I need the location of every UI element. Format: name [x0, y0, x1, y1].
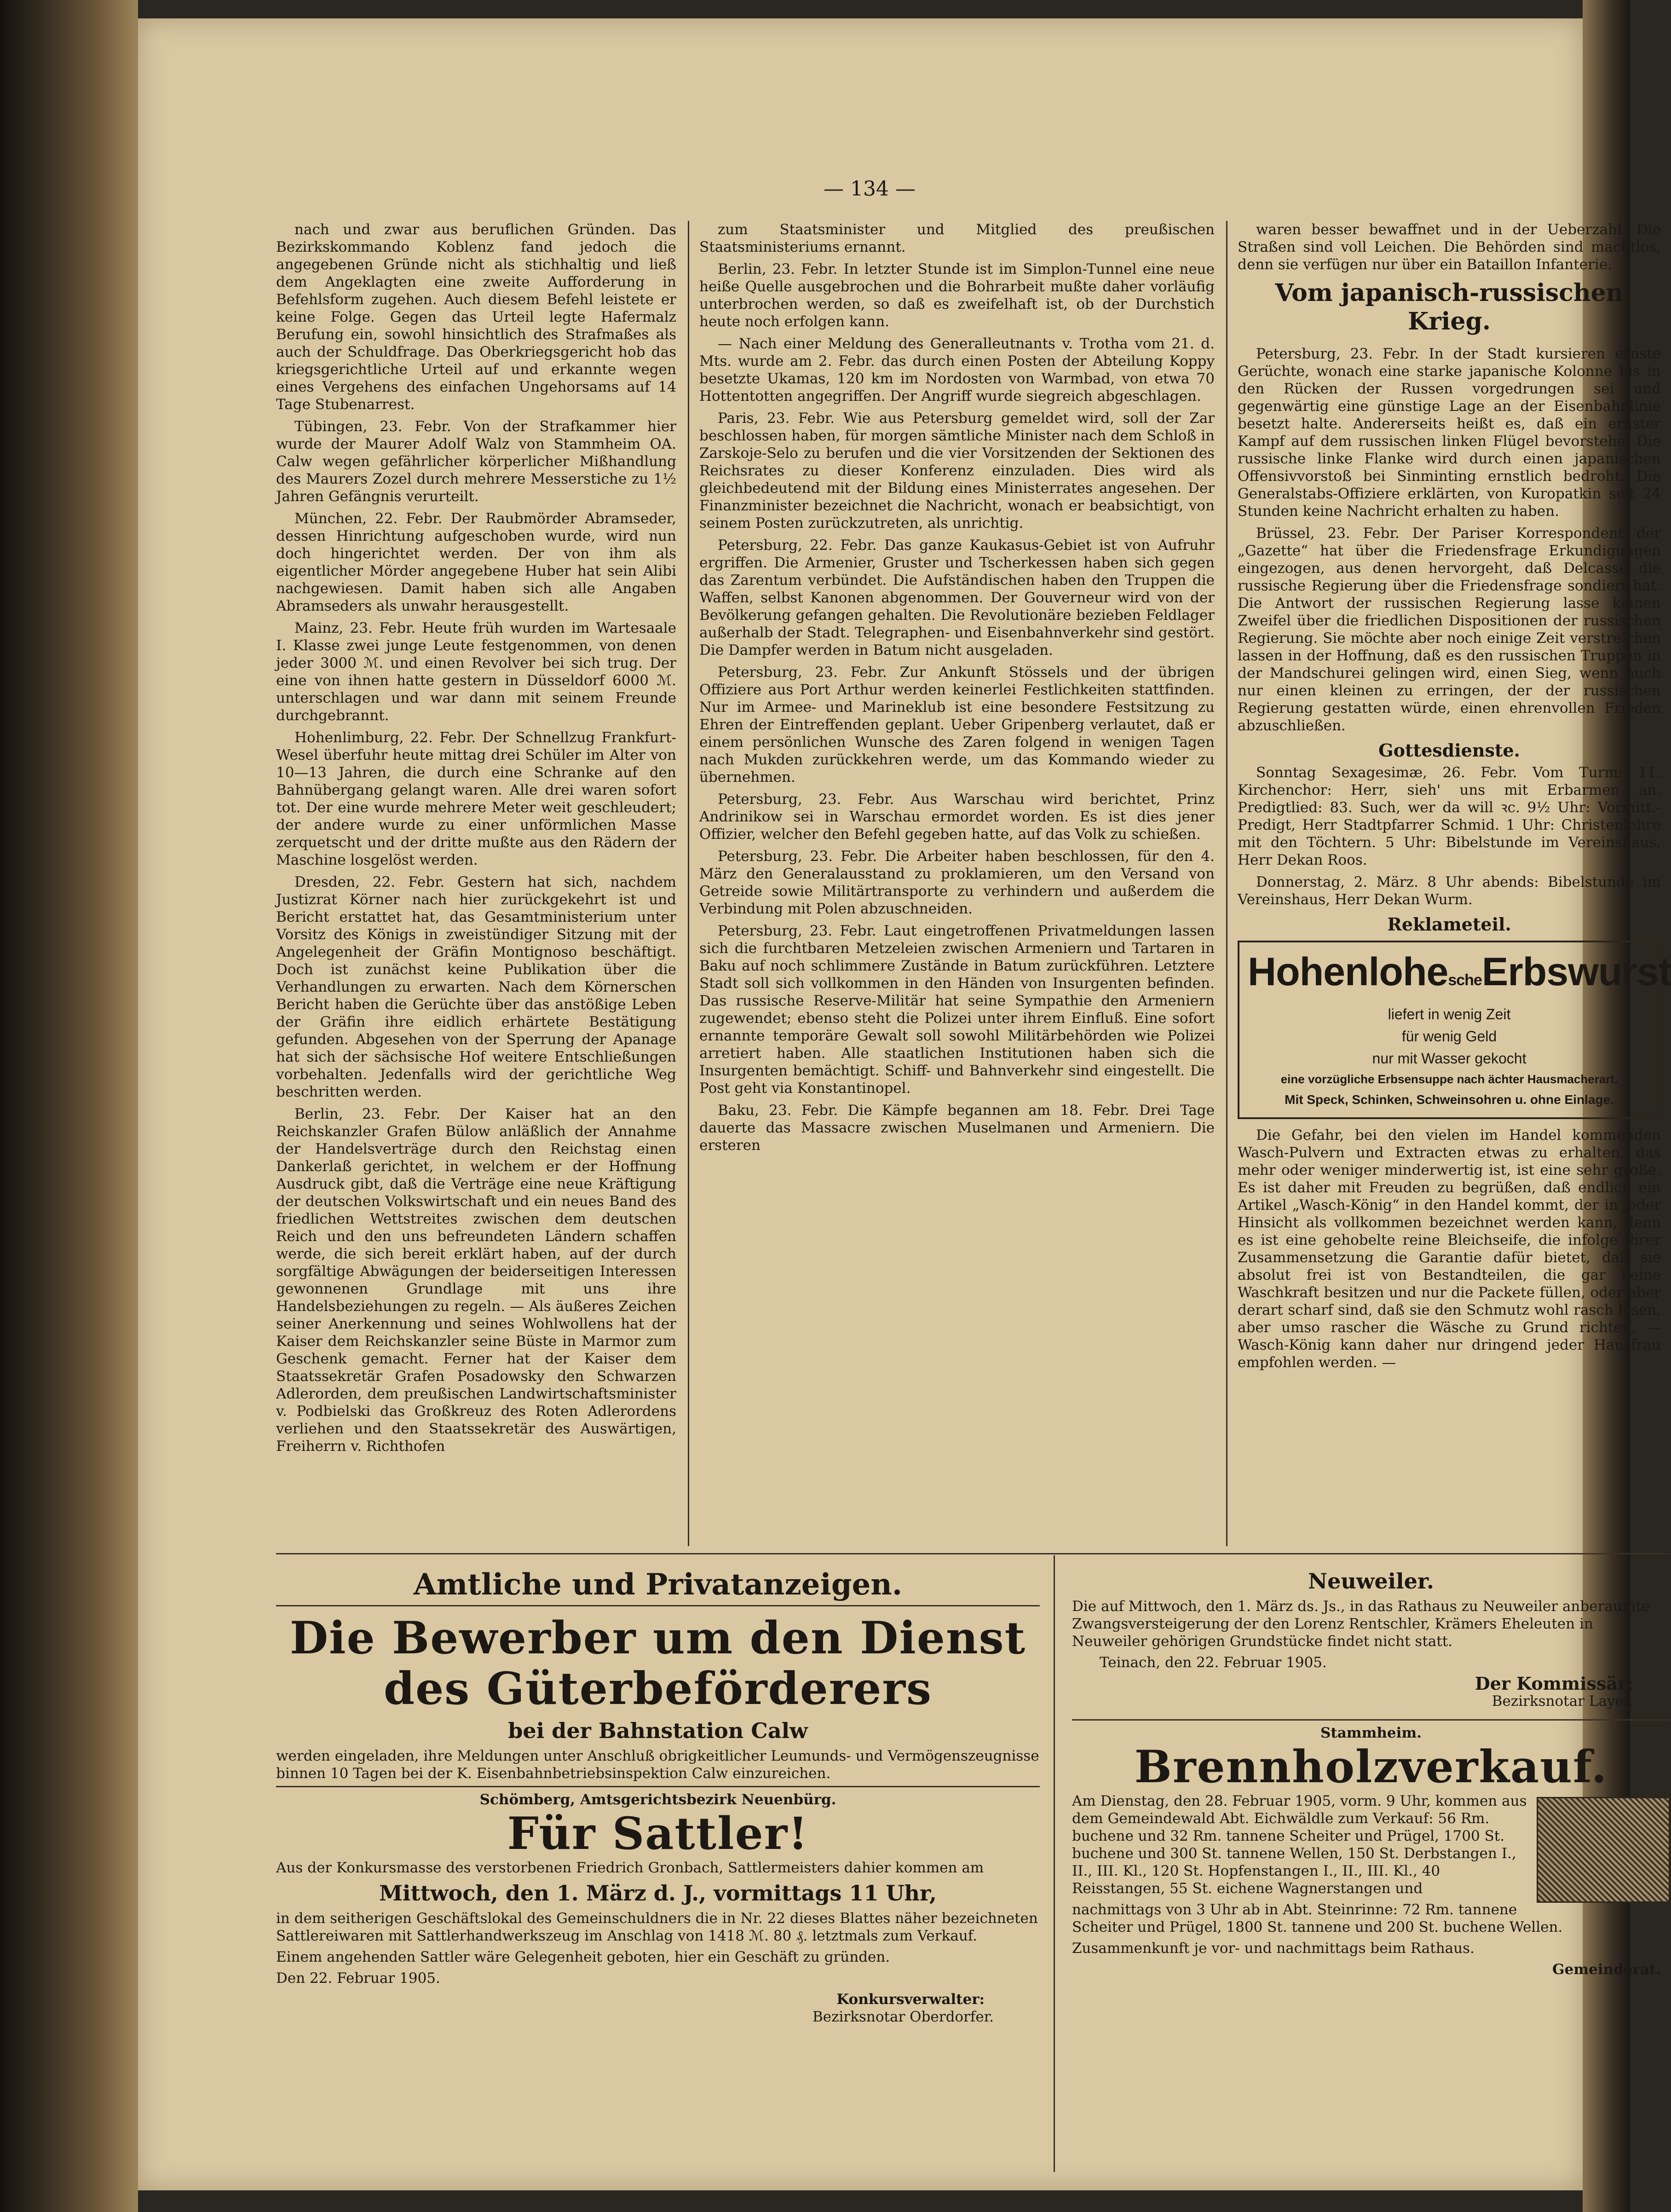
article-paragraph: Baku, 23. Febr. Die Kämpfe begannen am 18. Febr. Drei Tage dauerte das Massacre zwischen Muselmanen und Armeniern. Die ersteren — [699, 1102, 1215, 1154]
article-paragraph: Dresden, 22. Febr. Gestern hat sich, nachdem Justizrat Körner nach hier zurückgekehrt ist und Bericht erstattet hat, das Gesamtministerium unter Vorsitz des Königs in zweistündiger Sitzung mit der Angelegenheit der Gräfin Montignoso beschäftigt. Doch ist zunächst keine Publikation über die Verhandlungen zu erwarten. Nach dem Körnerschen Bericht haben die Gerüchte über das anstößige Leben der Gräfin ihre eidlich erhärtete Bestätigung gefunden. Abgesehen von der Sperrung der Apanage hat sich der sächsische Hof weitere Entschließungen vorbehalten. Jedenfalls wird der gerichtliche Weg beschritten werden. — [276, 874, 676, 1100]
section-rule — [276, 1553, 1670, 1554]
notice-date: Mittwoch, den 1. März d. J., vormittags 11 Uhr, — [379, 1881, 937, 1906]
woodcut-illustration — [1537, 1797, 1670, 1903]
article-paragraph: Paris, 23. Febr. Wie aus Petersburg gemeldet wird, soll der Zar beschlossen haben, für morgen sämtliche Minister nach dem Schloß in Zarskoje-Selo zu berufen und die vier Vorsitzenden der Sektionen des Reichsrates zu dieser Konferenz einzuladen. Dies wird als gleichbedeutend mit der Bildung eines Ministerrates angesehen. Der Finanzminister bezeichnet die Nachricht, wonach er beabsichtigt, von seinem Posten zurückzutreten, als unrichtig. — [699, 410, 1215, 531]
article-paragraph: Hohenlimburg, 22. Febr. Der Schnellzug Frankfurt-Wesel überfuhr heute mittag drei Schüler im Alter von 10—13 Jahren, die durch eine Schranke auf den Bahnübergang gelangt waren. Alle drei waren sofort tot. Der eine wurde mehrere Meter weit geschleudert; der andere wurde zu einer unförmlichen Masse zerquetscht und der dritte mußte aus den Rädern der Maschine losgelöst werden. — [276, 729, 676, 868]
notice-body: Einem angehenden Sattler wäre Gelegenheit geboten, hier ein Geschäft zu gründen. — [276, 1949, 890, 1965]
section-rule — [276, 1605, 1040, 1606]
notice-subtitle: bei der Bahnstation Calw — [508, 1718, 808, 1743]
ad-line: liefert in wenig Zeit — [1388, 1006, 1511, 1022]
article-paragraph: Petersburg, 23. Febr. In der Stadt kursieren ernste Gerüchte, wonach eine starke japanische Kolonne bis in den Rücken der Russen vorgedrungen sei und gegenwärtig eine günstige Lage an der Eisenbahnlinie besetzt halte. Andererseits heißt es, daß ein ernster Kampf auf dem russischen linken Flügel bevorstehe. Die russische linke Flanke wird durch einen japanischen Offensivvorstoß bei Sinminting ernstlich bedroht. Die Generalstabs-Offiziere erklärten, von Kuropatkin seit 24 Stunden keine Nachricht erhalten zu haben. — [1238, 346, 1661, 520]
section-heading-ads: Reklameteil. — [1387, 914, 1511, 935]
article-paragraph: Petersburg, 22. Febr. Das ganze Kaukasus-Gebiet ist von Aufruhr ergriffen. Die Armenier, Gruster und Tscherkessen haben sich gegen das Zarentum verbündet. Die Aufständischen haben den Truppen die Waffen, selbst Kanonen abgenommen. Der Gouverneur wird von der Bevölkerung gefangen gehalten. Die Revolutionäre bezieben Feldlager außerhalb der Stadt. Telegraphen- und Eisenbahnverkehr sind gestört. Die Dampfer werden in Batum nicht ausgeladen. — [699, 537, 1215, 658]
section-heading-war: Vom japanisch-russischen Krieg. — [1275, 279, 1624, 335]
column-right — [1238, 221, 1671, 1546]
article-paragraph: Petersburg, 23. Febr. Aus Warschau wird berichtet, Prinz Andrinikow sei in Warschau ermordet worden. Es ist dies jener Offizier, welcher den Befehl gegeben hatte, auf das Volk zu schießen. — [699, 791, 1215, 843]
section-rule — [276, 1786, 1040, 1787]
section-rule — [1072, 1719, 1670, 1721]
article-paragraph: waren besser bewaffnet und in der Ueberzahl. Die Straßen sind voll Leichen. Die Behörden sind machtlos, denn sie verfügen nur über ein Bataillon Infanterie. — [1238, 221, 1661, 273]
notice-signature: Bezirksnotar Oberdorfer. — [812, 2009, 994, 2025]
notice-body: Aus der Konkursmasse des verstorbenen Friedrich Gronbach, Sattlermeisters dahier kommen am — [276, 1860, 984, 1876]
article-paragraph: Mainz, 23. Febr. Heute früh wurden im Wartesaale I. Klasse zwei junge Leute festgenommen, von denen jeder 3000 ℳ. und einen Revolver bei sich trug. Der eine von ihnen hatte gestern in Düsseldorf 6000 ℳ. unterschlagen und war dann mit seinem Freunde durchgebrannt. — [276, 620, 676, 724]
notice-signature: Gemeinderat. — [1552, 1961, 1661, 1978]
notice-dateline: Den 22. Februar 1905. — [276, 1970, 440, 1987]
official-notices — [276, 1565, 1040, 2172]
article-paragraph: Tübingen, 23. Febr. Von der Strafkammer hier wurde der Maurer Adolf Walz von Stammheim OA. Calw wegen gefährlicher körperlicher Mißhandlung des Maurers Zozel durch mehrere Messerstiche zu 1½ Jahren Gefängnis verurteilt. — [276, 418, 676, 505]
erbswurst-advertisement — [1238, 941, 1671, 1119]
notice-body: Am Dienstag, den 28. Februar 1905, vorm. 9 Uhr, kommen aus dem Gemeindewald Abt. Eichwäldle zum Verkauf: 56 Rm. buchene und 32 Rm. tannene Scheiter und Prügel, 1700 St. buchene und 300 St. tannene Wellen, 150 St. Derbstangen I., II., III. Kl., 120 St. Hopfenstangen I., II., III. Kl., 40 Reisstangen, 55 St. eichene Wagnerstangen und — [1072, 1793, 1527, 1897]
notice-body: in dem seitherigen Geschäftslokal des Gemeinschuldners die in Nr. 22 dieses Blattes näher bezeichneten Sattlereiwaren mit Sattlerhandwerkszeug im Anschlag von 1418 ℳ. 80 ₰. letztmals zum Verkauf. — [276, 1910, 1038, 1944]
notice-signature: Konkursverwalter: — [836, 1991, 985, 2008]
notice-signature: Der Kommissär: — [1475, 1673, 1633, 1694]
notice-signature: Bezirksnotar Layer. — [1492, 1693, 1633, 1710]
notice-body: Zusammenkunft je vor- und nachmittags beim Rathaus. — [1072, 1940, 1475, 1957]
section-heading-services: Gottesdienste. — [1378, 740, 1520, 761]
notice-title: Brennholzverkauf. — [1134, 1741, 1608, 1793]
ad-title: HohenlohescheErbswurst — [1248, 950, 1671, 994]
article-paragraph: Petersburg, 23. Febr. Zur Ankunft Stössels und der übrigen Offiziere aus Port Arthur werden keinerlei Festlichkeiten stattfinden. Nur im Armee- und Marineklub ist eine besondere Festsitzung zu Ehren der Eintreffenden geplant. Ueber Gripenberg verlautet, daß er einem persönlichen Wunsche des Zaren folgend in wenigen Tagen nach Mukden zurückkehren werde, um das Kommando wieder zu übernehmen. — [699, 664, 1215, 785]
notice-body: werden eingeladen, ihre Meldungen unter Anschluß obrigkeitlicher Leumunds- und Vermögenszeugnisse binnen 10 Tagen bei der K. Eisenbahnbetriebsinspektion Calw einzureichen. — [276, 1748, 1039, 1782]
service-listing: Sonntag Sexagesimæ, 26. Febr. Vom Turm: 11. Kirchenchor: Herr, sieh' uns mit Erbarmen an. Predigtlied: 83. Such, wer da will ꝛc. 9½ Uhr: Vormitt.-Predigt, Herr Stadtpfarrer Schmid. 1 Uhr: Christenlehre mit den Töchtern. 5 Uhr: Bibelstunde im Vereinshaus, Herr Dekan Roos. — [1238, 764, 1661, 868]
article-paragraph: München, 22. Febr. Der Raubmörder Abramseder, dessen Hinrichtung aufgeschoben wurde, wird nun doch hingerichtet werden. Der von ihm als eigentlicher Mörder angegebene Huber hat sein Alibi nachgewiesen. Damit haben sich alle Angaben Abramseders als unwahr herausgestellt. — [276, 510, 676, 614]
article-paragraph: Berlin, 23. Febr. In letzter Stunde ist im Simplon-Tunnel eine neue heiße Quelle ausgebrochen und die Bohrarbeit mußte daher vorläufig unterbrochen werden, so daß es zweifelhaft ist, ob der Durchstich heute noch erfolgen kann. — [699, 261, 1215, 330]
notice-title: Für Sattler! — [507, 1808, 809, 1860]
article-paragraph: — Nach einer Meldung des Generalleutnants v. Trotha vom 21. d. Mts. wurde am 2. Febr. das durch einen Posten der Abteilung Koppy besetzte Ukamas, 120 km im Nordosten von Warmbad, von etwa 70 Hottentotten angegriffen. Der Angriff wurde siegreich abgeschlagen. — [699, 335, 1215, 404]
notice-title: Die Bewerber um den Dienst — [289, 1612, 1026, 1664]
page-number: — 134 — — [824, 177, 916, 201]
column-rule — [1226, 221, 1227, 1546]
ad-line: für wenig Geld — [1401, 1028, 1497, 1045]
ad-footer: Mit Speck, Schinken, Schweinsohren u. ohne Einlage. — [1285, 1092, 1614, 1107]
ad-line: eine vorzügliche Erbsensuppe nach ächter Hausmacherart. — [1280, 1072, 1618, 1086]
service-listing: Donnerstag, 2. März. 8 Uhr abends: Bibelstunde im Vereinshaus, Herr Dekan Wurm. — [1238, 874, 1661, 908]
notice-place: Stammheim. — [1320, 1725, 1422, 1741]
notices-heading: Amtliche und Privatanzeigen. — [413, 1567, 903, 1602]
notice-body: Die auf Mittwoch, den 1. März ds. Js., in das Rathaus zu Neuweiler anberaumte Zwangsversteigerung der den Lorenz Rentschler, Krämers Eheleuten in Neuweiler gehörigen Grundstücke findet nicht statt. — [1072, 1598, 1650, 1650]
article-paragraph: Petersburg, 23. Febr. Laut eingetroffenen Privatmeldungen lassen sich die furchtbaren Metzeleien zwischen Armeniern und Tartaren in Baku auf noch schlimmere Zustände in Batum zurückführen. Letztere Stadt soll sich vollkommen in den Händen von Insurgenten befinden. Das russische Reserve-Militär hat seine Sympathie den Armeniern zugewendet; ebenso steht die Polizei unter ihrem Einfluß. Eine sofort ernannte temporäre Gewalt soll sowohl Militärbehörden wie Polizei arretiert haben. Alle staatlichen Institutionen haben sich die Insurgenten bemächtigt. Schiff- und Bahnverkehr sind eingestellt. Die Post geht via Konstantinopel. — [699, 923, 1215, 1097]
column-left — [276, 221, 676, 1546]
notice-body: nachmittags von 3 Uhr ab in Abt. Steinrinne: 72 Rm. tannene Scheiter und Prügel, 1800 St. tannene und 200 St. buchene Wellen. — [1072, 1901, 1563, 1935]
notice-place: Neuweiler. — [1308, 1569, 1434, 1594]
ad-line: nur mit Wasser gekocht — [1372, 1050, 1527, 1067]
article-paragraph: zum Staatsminister und Mitglied des preußischen Staatsministeriums ernannt. — [699, 221, 1215, 255]
column-rule — [1054, 1555, 1055, 2172]
notice-title: des Güterbeförderers — [383, 1663, 933, 1715]
column-middle — [699, 221, 1215, 1546]
notice-place: Schömberg, Amtsgerichtsbezirk Neuenbürg. — [479, 1791, 836, 1808]
municipal-notices — [1072, 1565, 1670, 2172]
article-paragraph: Berlin, 23. Febr. Der Kaiser hat an den Reichskanzler Grafen Bülow anläßlich der Annahme der Handelsverträge durch den Reichstag einen Dankerlaß gerichtet, in welchem er der Hoffnung Ausdruck gibt, daß die Verträge eine neue Kräftigung der deutschen Volkswirtschaft und ein neues Band des friedlichen Wettstreites zwischen dem deutschen Reich und den uns befreundeten Ländern schaffen werde, die sich bereit erklärt haben, auf der durch sorgfältige Abwägungen der beiderseitigen Interessen gewonnenen Grundlage mit uns ihre Handelsbeziehungen zu regeln. — Als äußeres Zeichen seiner Anerkennung und seines Wohlwollens hat der Kaiser dem Reichskanzler seine Büste in Marmor zum Geschenk gemacht. Ferner hat der Kaiser dem Staatssekretär Grafen Posadowsky den Schwarzen Adlerorden, dem preußischen Landwirtschaftsminister v. Podbielski das Großkreuz des Roten Adlerordens verliehen und den Staatssekretär des Auswärtigen, Freiherrn v. Richthofen — [276, 1106, 676, 1455]
article-paragraph: Die Gefahr, bei den vielen im Handel kommenden Wasch-Pulvern und Extracten etwas zu erhalten, das mehr oder weniger minderwertig ist, ist eine sehr große. Es ist daher mit Freuden zu begrüßen, daß endlich ein Artikel „Wasch-König“ in den Handel kommt, der in jeder Hinsicht als vollkommen bezeichnet werden kann, denn es ist eine gehobelte reine Bleichseife, die infolge ihrer Zusammensetzung die Garantie dafür bietet, daß sie absolut frei ist von Bestandteilen, die gar keine Waschkraft besitzen und nur die Packete füllen, oder aber derart scharf sind, daß sie den Schmutz wohl rasch lösen, aber umso rascher die Wäsche zu Grund richten. — Wasch-König kann daher nur dringend jeder Hausfrau empfohlen werden. — — [1238, 1127, 1661, 1371]
article-paragraph: nach und zwar aus beruflichen Gründen. Das Bezirkskommando Koblenz fand jedoch die angegebenen Gründe nicht als stichhaltig und ließ dem Angeklagten eine zweite Aufforderung in Befehlsform zugehen. Auch diesem Befehl leistete er keine Folge. Gegen das Urteil legte Hafermalz Berufung ein, sowohl hinsichtlich des Strafmaßes als auch der Schuldfrage. Das Oberkriegsgericht hob das kriegsgerichtliche Urteil auf und erkannte wegen eines Vergehens des einfachen Ungehorsams auf 14 Tage Stubenarrest. — [276, 221, 676, 413]
column-rule — [688, 221, 689, 1546]
article-paragraph: Petersburg, 23. Febr. Die Arbeiter haben beschlossen, für den 4. März den Generalausstand zu proklamieren, um den Versand von Getreide sowie Militärtransporte zu verhindern und außerdem die Verbindung mit Polen abzuschneiden. — [699, 848, 1215, 917]
newspaper-page — [138, 18, 1671, 2190]
page-edge-left — [0, 0, 138, 2212]
notice-dateline: Teinach, den 22. Februar 1905. — [1100, 1654, 1327, 1671]
article-paragraph: Brüssel, 23. Febr. Der Pariser Korrespondent der „Gazette“ hat über die Friedensfrage Erkundigungen eingezogen, aus denen hervorgeht, daß Delcassé die russische Regierung über die Friedensfrage sondiert hat. Die Antwort der russischen Regierung lasse keinen Zweifel über die friedlichen Dispositionen der russischen Regierung. Sie möchte aber noch einige Zeit verstreichen lassen in der Hoffnung, daß es den russischen Truppen in der Mandschurei gelingen wird, einen Sieg, wenn auch nur einen kleinen zu erringen, der der russischen Regierung gestatten würde, einen ehrenvollen Frieden abzuschließen. — [1238, 525, 1661, 734]
